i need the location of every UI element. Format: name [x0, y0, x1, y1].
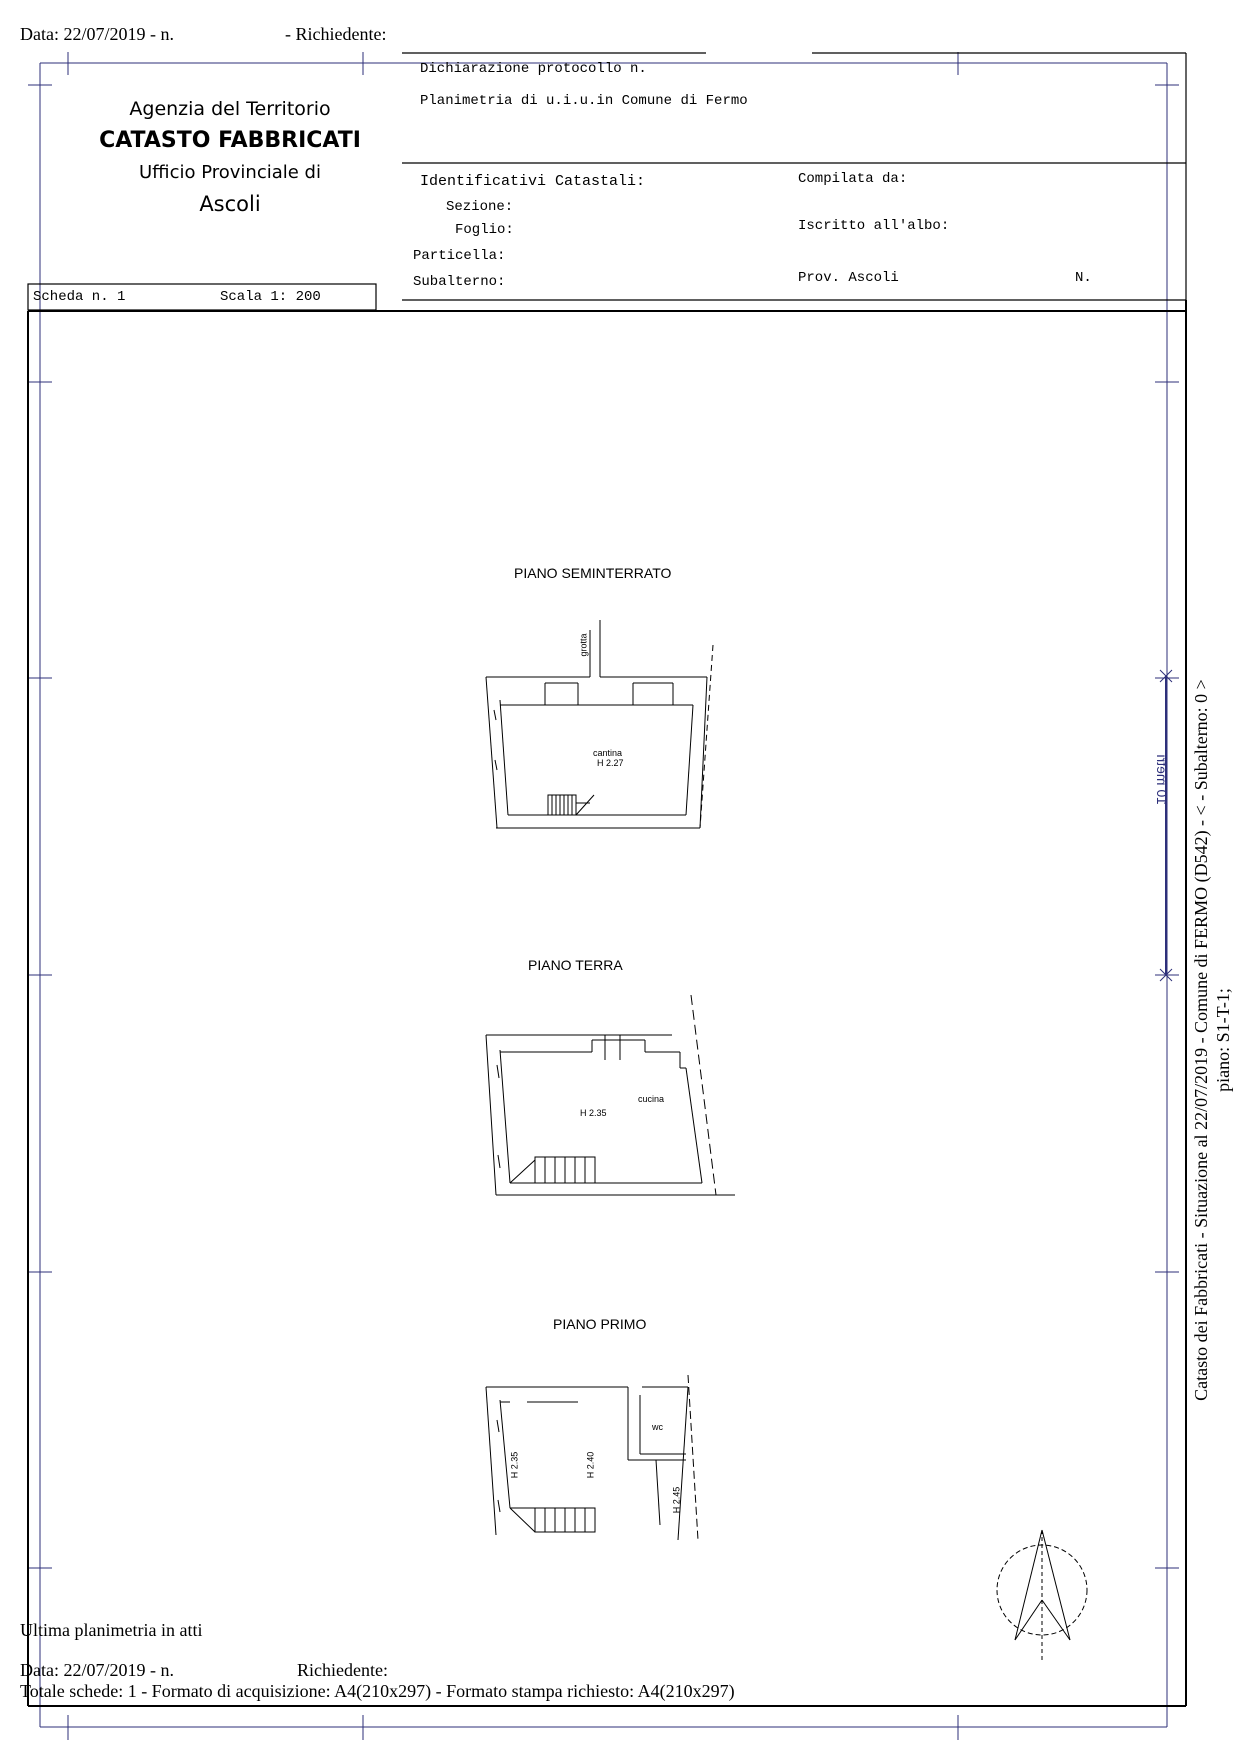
compilata-label: Compilata da:	[798, 171, 908, 187]
room-height-cantina: H 2.27	[597, 758, 624, 768]
floor-title-primo: PIANO PRIMO	[553, 1316, 647, 1332]
header-requester: - Richiedente:	[285, 24, 387, 44]
room-label-wc: wc	[652, 1422, 663, 1432]
room-label-cantina: cantina	[593, 748, 623, 758]
floor-title-terra: PIANO TERRA	[528, 957, 623, 973]
agency-office: Ufficio Provinciale di	[139, 162, 321, 183]
room-label-grotta: grotta	[578, 633, 589, 657]
scala-label: Scala 1: 200	[220, 289, 321, 305]
north-arrow-icon	[997, 1530, 1087, 1660]
plan-terra	[486, 995, 735, 1195]
room-height-terra: H 2.35	[580, 1108, 607, 1118]
subalterno-label: Subalterno:	[413, 274, 506, 290]
side-caption	[1190, 440, 1234, 1640]
footer-ultima: Ultima planimetria in atti	[20, 1620, 203, 1640]
room-height-primo-3: H 2.45	[671, 1486, 682, 1514]
prov-label: Prov. Ascoli	[798, 270, 899, 286]
side-caption-line2: piano: S1-T-1;	[1213, 988, 1233, 1092]
agency-city: Ascoli	[199, 192, 261, 216]
scheda-label: Scheda n. 1	[33, 289, 126, 305]
n-label: N.	[1075, 270, 1092, 286]
plan-seminterrato	[486, 620, 713, 828]
footer-date: Data: 22/07/2019 - n.	[20, 1660, 174, 1680]
dichiarazione-label: Dichiarazione protocollo n.	[420, 61, 647, 77]
footer-requester: Richiedente:	[297, 1660, 388, 1680]
room-label-cucina: cucina	[638, 1094, 665, 1104]
floor-title-seminterrato: PIANO SEMINTERRATO	[514, 565, 672, 581]
footer-totale: Totale schede: 1 - Formato di acquisizione: A4(210x297) - Formato stampa richiesto: A4(210x297)	[20, 1681, 735, 1701]
identificativi-label: Identificativi Catastali:	[420, 173, 646, 190]
planimetria-label: Planimetria di u.i.u.in Comune di Fermo	[420, 93, 748, 109]
foglio-label: Foglio:	[455, 222, 514, 238]
side-caption-line1: Catasto dei Fabbricati - Situazione al 22/07/2019 - Comune di FERMO (D542) - < - Subalterno: 0 >	[1191, 679, 1211, 1401]
room-height-primo-1: H 2.35	[509, 1451, 520, 1479]
iscritto-label: Iscritto all'albo:	[798, 218, 950, 234]
scale-bar-label: 10 metri	[1154, 754, 1170, 805]
header-date: Data: 22/07/2019 - n.	[20, 24, 174, 44]
room-height-primo-2: H 2.40	[585, 1451, 596, 1479]
particella-label: Particella:	[413, 248, 506, 264]
agency-catasto: CATASTO FABBRICATI	[99, 128, 361, 153]
sezione-label: Sezione:	[446, 199, 514, 215]
agency-name: Agenzia del Territorio	[129, 98, 331, 120]
